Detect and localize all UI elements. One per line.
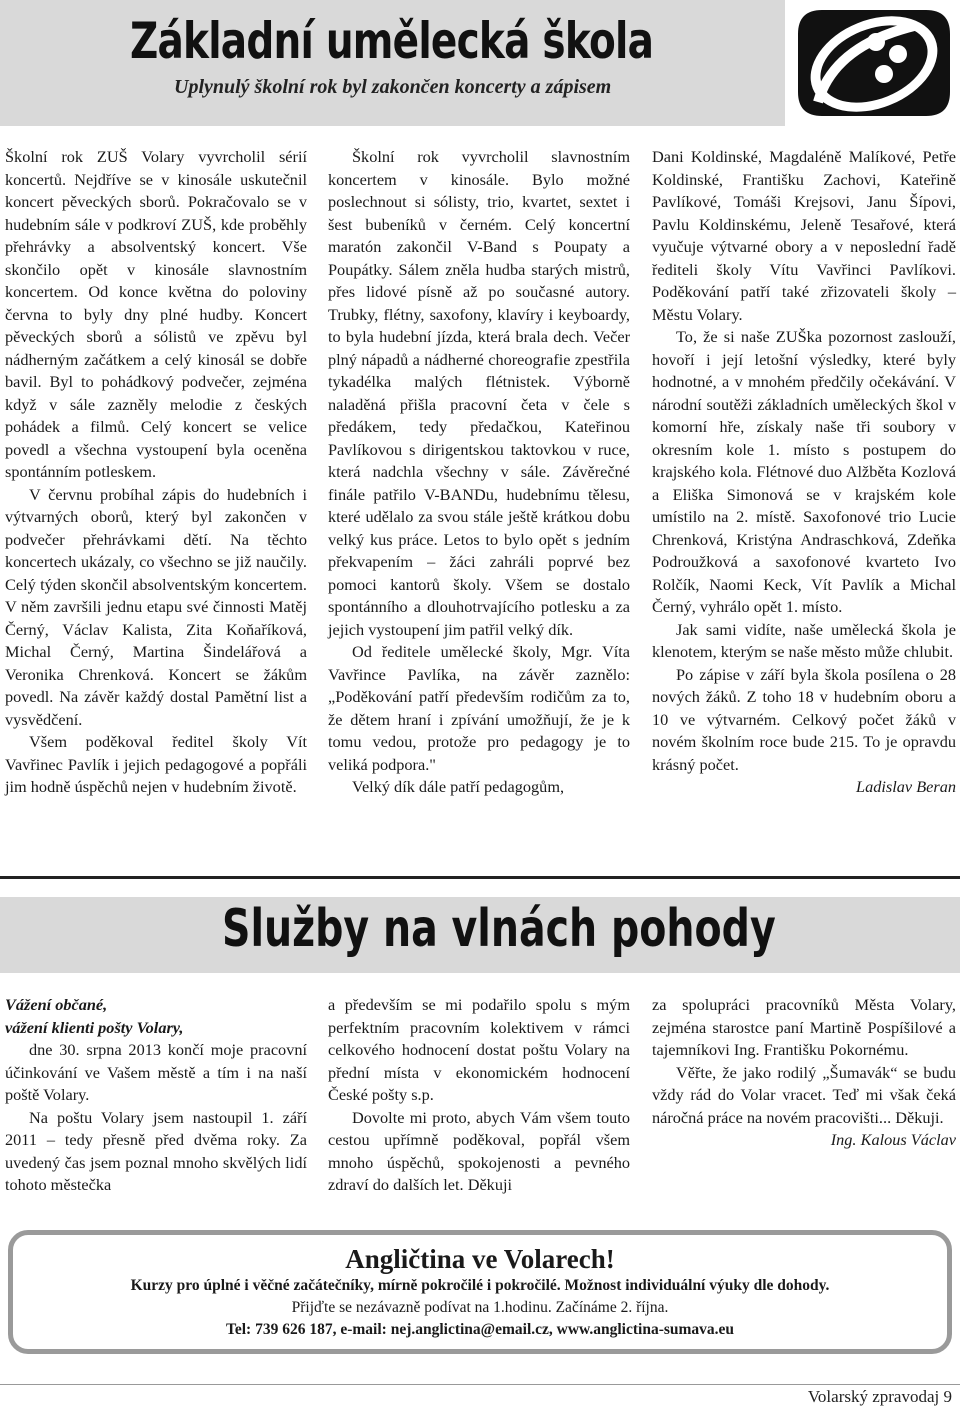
paragraph: Velký dík dále patří pedagogům, [352,777,565,796]
paragraph: za spolupráci pracovníků Města Volary, zejména starostce paní Martině Pospíšilové a tajemníkovi Ing. Františku Pokornému. [652,995,956,1059]
article1-column-2 [328,146,630,799]
paragraph: Školní rok ZUŠ Volary vyvrcholil sérií koncertů. Nejdříve se v kinosále uskutečnil koncert pěveckých sborů. Pokračovalo se v hudebním sále v podkroví ZUŠ, kde proběhly přehrávky a absolventský koncert. Vše skončilo opět v kinosále slavnostním koncertem. Od konce května do poloviny června to byly dny plné hudby. Koncert pěveckých sborů a sólistů ve zpěvu byl nádherným začátkem a celý kinosál se dobře bavil. Byl to pohádkový podvečer, zejména když v sále zazněly melodie z českých pohádek a filmů. Celý koncert se velice povedl a všechna vystoupení byla oceněna spontánním potleskem. [5,147,307,481]
paragraph: Školní rok vyvrcholil slavnostním koncertem v kinosále. Bylo možné poslechnout si sólisty, trio, kvartet, sextet i šest bubeníků v černém. Celý koncertní maratón zakončil V-Band s Poupaty a Poupátky. Sálem zněla hudba starých mistrů, přes lidové písně až po současné autory. Trubky, flétny, saxofony, klavíry i keyboardy, to byla hudební jízda, která brala dech. Večer plný nápadů a nádherné choreografie zpestřila tykadélka malých flétnistek. Výborně naladěná přišla pracovní četa v čele s předákem, tedy předačkou, Kateřinou Pavlíkovou s dirigentskou taktovkou v ruce, která nadchla všechny v sále. Závěrečné finále patřilo V-BANDu, hudebnímu tělesu, které udělalo za svou stále ještě krátkou dobu velký kus práce. Letos to bylo opět s jedním překvapením – žáci zahráli poprvé bez pomoci kantorů školy. Všem se dostalo spontánního a dlouhotrvajícího potlesku a za jejich vystoupení jim patřil velký dík. [328,147,630,639]
author-signature: Ing. Kalous Václav [830,1130,956,1149]
section-divider [0,876,960,879]
ad-invite-text: Přijďte se nezávazně podívat na 1.hodinu. Začínáme 2. října. [291,1299,669,1316]
article2-column-3 [652,994,956,1152]
advertisement-box [8,1230,952,1354]
greeting: vážení klienti pošty Volary, [5,1017,184,1037]
paragraph: Od ředitele umělecké školy, Mgr. Víta Vavřince Pavlíka, na závěr zaznělo: „Poděkování patří především rodičům za to, že dětem hraní i zpívání umožňují, že je k tomu vedou, protože pro pedagogy je to veliká podpora." [328,642,630,774]
ad-contact-text: Tel: 739 626 187, e-mail: nej.anglictina@email.cz, www.anglictina-sumava.eu [225,1321,735,1338]
paragraph: Dovolte mi proto, abych Vám všem touto cestou upřímně poděkoval, popřál všem mnoho úspěchů, spokojenosti a pevného zdraví do dalších let. Děkuji [328,1107,630,1194]
ad-courses-text: Kurzy pro úplné i věčné začátečníky, mírně pokročilé i pokročilé. Možnost individuální výuky dle dohody. [130,1277,830,1294]
paragraph: V červnu probíhal zápis do hudebních i výtvarných oborů, který byl zakončen v podvečer přehrávkami dětí. Na těchto koncertech ukázaly, co všechno se již naučily. Celý týden skončil absolventským koncertem. V něm završili jednu etapu své činnosti Matěj Černý, Václav Kalista, Zita Koňaříková, Michal Černý, Martina Šindelářová a Veronika Chrenková. Koncert se žákům povedl. Na závěr každý dostal Pamětní list a vysvědčení. [5,484,307,729]
article2-title: Služby na vlnách pohody [222,899,776,959]
footer-divider [0,1384,960,1385]
article-title: Základní umělecká škola [130,12,654,70]
paragraph: To, že si naše ZUŠka pozornost zaslouží, hovoří i její letošní výsledky, které byly hodnotné, a v mnohém předčily očekávání. V národní soutěži základních uměleckých škol v komorní hře, získaly naše tři soubory v okresním kole 1. místo s postupem do krajského kola. Flétnové duo Alžběta Kozlová a Eliška Simonová se v krajském kole umístilo na 2. místě. Saxofonové trio Lucie Chrenková, Kristýna Andraschková, Zdeňka Podroužková a saxofonové kvarteto Ivo Rolčík, Naomi Keck, Vít Pavlík a Michal Černý, vyhrálo opět 1. místo. [652,327,956,616]
paragraph: Věřte, že jako rodilý „Šumavák“ se budu vždy rád do Volar vracet. Teď mi však čeká náročná práce na novém pracovišti... Děkuji. [652,1062,956,1127]
ad-title: Angličtina ve Volarech! [345,1244,615,1274]
article-subtitle: Uplynulý školní rok byl zakončen koncerty a zápisem [174,76,612,98]
paragraph: Na poštu Volary jsem nastoupil 1. září 2011 – tedy přesně před dvěma roky. Za uvedený čas jsem poznal mnoho skvělých lidí tohoto městečka [5,1107,307,1194]
paragraph: a především se mi podařilo spolu s mým perfektním pracovním kolektivem v rámci celkového hodnocení dostat poštu Volary na přední místa v ekonomickém hodnocení České pošty s.p. [328,995,630,1104]
paragraph: Po zápise v září byla škola posílena o 28 nových žáků. Z toho 18 v hudebním oboru a 10 ve výtvarném. Celkový počet žáků v novém školním roce bude 215. To je opravdu krásný počet. [652,664,956,774]
article2-column-1 [5,994,307,1197]
author-signature: Ladislav Beran [856,777,956,796]
paragraph: Jak sami vidíte, naše umělecká škola je klenotem, kterým se naše město může chlubit. [652,619,956,661]
paragraph: dne 30. srpna 2013 končí moje pracovní účinkování ve Vašem městě a tím i na naší poště Volary. [5,1040,307,1104]
article1-column-1 [5,146,307,799]
greeting: Vážení občané, [5,995,108,1014]
paragraph: Dani Koldinské, Magdaléně Malíkové, Petře Koldinské, Františku Zachovi, Kateřině Pavlíkové, Tomáši Krejsovi, Janu Šípovi, Pavlu Koldinskému, Jeleně Tesařové, která vyučuje výtvarné obory a v neposlední řadě řediteli školy Vítu Vavřinci Pavlíkovi. Poděkování patří také zřizovateli školy – Městu Volary. [652,147,956,324]
page-footer: Volarský zpravodaj 9 [807,1387,952,1406]
article2-column-2 [328,994,630,1197]
article1-column-3 [652,146,956,799]
zus-logo-icon [794,6,954,120]
paragraph: Všem poděkoval ředitel školy Vít Vavřinec Pavlík i jejich pedagogové a popřáli jim hodně úspěchů nejen v hudebním životě. [5,732,307,796]
